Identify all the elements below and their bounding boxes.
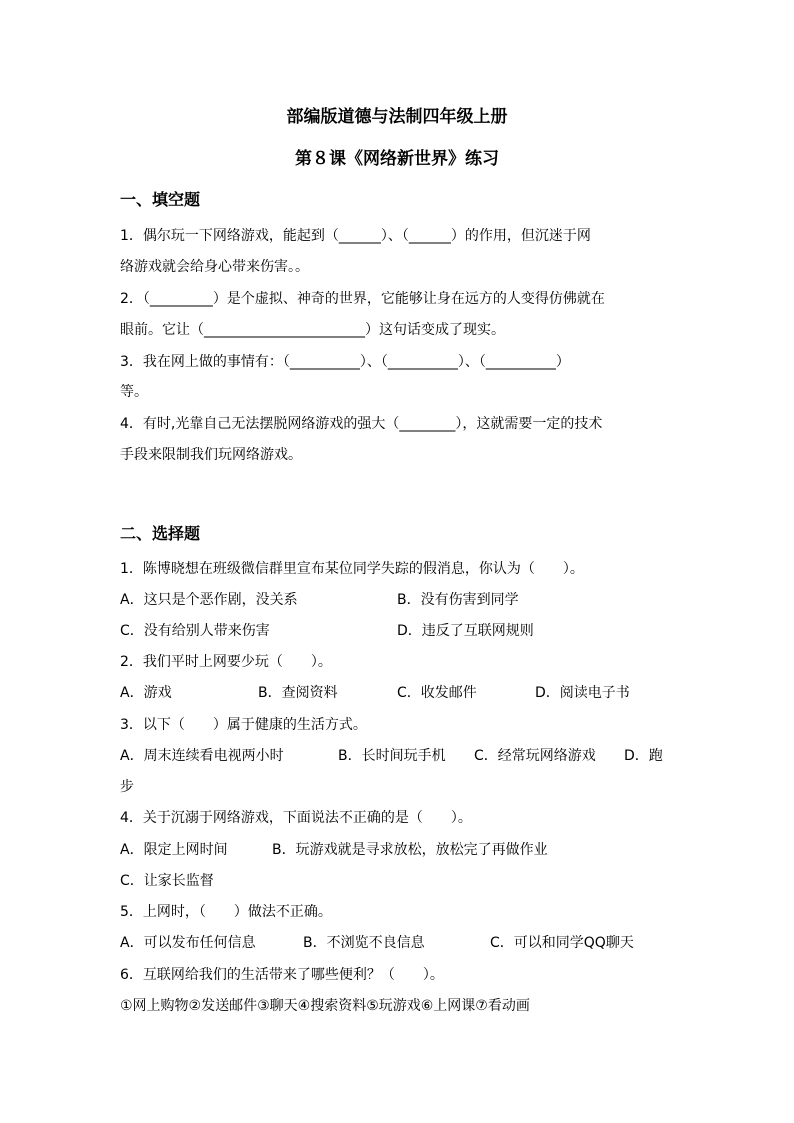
fill-q3-line-1: 3．我在网上做的事情有：（__________）、（__________）、（__________）	[120, 354, 570, 370]
choice-q3-option-d: D．跑	[624, 748, 663, 764]
fill-q2-line-2: 眼前。它让（_______________________）这句话变成了现实。	[120, 322, 505, 338]
choice-q2-option-c: C．收发邮件	[397, 685, 477, 701]
fill-q4-line-2: 手段来限制我们玩网络游戏。	[120, 447, 302, 463]
choice-q3-option-b: B．长时间玩手机	[338, 748, 446, 764]
choice-q1-option-b: B．没有伤害到同学	[397, 592, 519, 608]
choice-q3-option-d-continued: 步	[120, 779, 134, 795]
document-subtitle: 第８课《网络新世界》练习	[295, 149, 499, 169]
choice-q3-stem: 3．以下（ ）属于健康的生活方式。	[120, 717, 367, 733]
choice-q6-items: ①网上购物②发送邮件③聊天④搜索资料⑤玩游戏⑥上网课⑦看动画	[120, 998, 530, 1014]
choice-q4-stem: 4．关于沉溺于网络游戏，下面说法不正确的是（ ）。	[120, 810, 472, 826]
choice-q4-option-a: A．限定上网时间	[120, 842, 228, 858]
choice-q5-option-c: C．可以和同学QQ聊天	[490, 935, 634, 951]
choice-q4-option-b: B．玩游戏就是寻求放松，放松完了再做作业	[272, 842, 548, 858]
choice-q1-option-d: D．违反了互联网规则	[397, 623, 534, 639]
choice-q1-stem: 1．陈博晓想在班级微信群里宣布某位同学失踪的假消息，你认为（ ）。	[120, 561, 584, 577]
choice-q6-stem: 6．互联网给我们的生活带来了哪些便利？（ ）。	[120, 967, 444, 983]
choice-q3-option-a: A．周末连续看电视两小时	[120, 748, 284, 764]
section-heading-fill-in: 一、填空题	[120, 190, 201, 209]
choice-q5-option-a: A．可以发布任何信息	[120, 935, 256, 951]
choice-q1-option-a: A．这只是个恶作剧，没关系	[120, 592, 298, 608]
choice-q3-option-c: C．经常玩网络游戏	[474, 748, 596, 764]
choice-q4-option-c: C．让家长监督	[120, 873, 214, 889]
choice-q2-option-d: D．阅读电子书	[535, 685, 630, 701]
choice-q2-option-b: B．查阅资料	[258, 685, 338, 701]
document-title: 部编版道德与法制四年级上册	[286, 107, 508, 127]
choice-q2-stem: 2．我们平时上网要少玩（ ）。	[120, 654, 332, 670]
choice-q2-option-a: A．游戏	[120, 685, 172, 701]
fill-q1-line-2: 络游戏就会给身心带来伤害。。	[120, 259, 309, 275]
fill-q4-line-1: 4．有时,光靠自己无法摆脱网络游戏的强大（________），这就需要一定的技术	[120, 416, 603, 432]
section-heading-choice: 二、选择题	[120, 524, 201, 543]
fill-q2-line-1: 2．（_________）是个虚拟、神奇的世界，它能够让身在远方的人变得仿佛就在	[120, 291, 605, 307]
fill-q3-line-2: 等。	[120, 384, 148, 400]
choice-q5-stem: 5．上网时，（ ）做法不正确。	[120, 904, 332, 920]
fill-q1-line-1: 1．偶尔玩一下网络游戏，能起到（______）、（______）的作用，但沉迷于网	[120, 228, 591, 244]
choice-q1-option-c: C．没有给别人带来伤害	[120, 623, 270, 639]
choice-q5-option-b: B．不浏览不良信息	[303, 935, 425, 951]
